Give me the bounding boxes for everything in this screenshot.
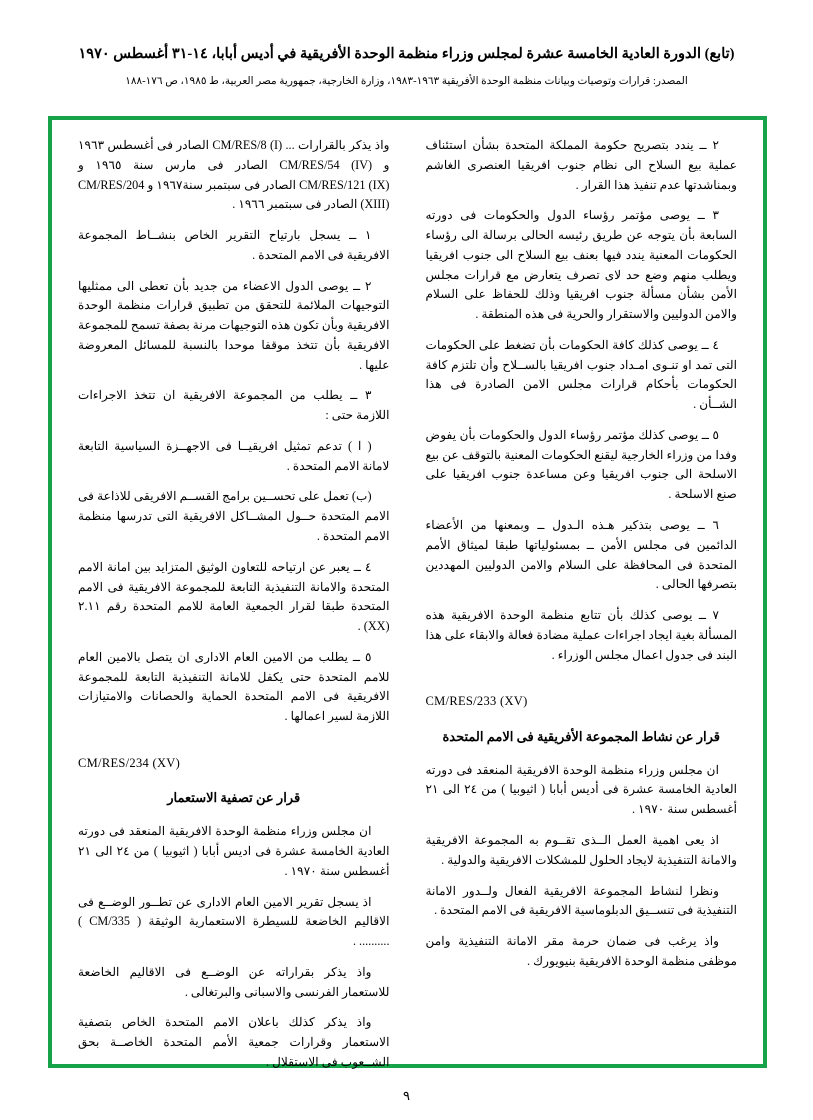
paragraph: ٣ ــ يطلب من المجموعة الافريقية ان تتخذ الاجراءات اللازمة حتى :: [78, 388, 390, 423]
section-heading: قرار عن تصفية الاستعمار: [167, 790, 301, 806]
resolution-code: CM/RES/233 (XV): [425, 694, 528, 709]
paragraph: ٥ ــ يطلب من الامين العام الادارى ان يتصل بالامين العام للامم المتحدة حتى يكفل للامانة التنفيذية التابعة للمجموعة الافريقية فى الامم المتحدة الحماية والحصانات والامتيازات اللازمة لسير اعمالها .: [78, 649, 390, 724]
page-number: ٩: [403, 1088, 410, 1103]
paragraph: واذ يذكر بقراراته عن الوضــع فى الاقاليم الخاضعة للاستعمار الفرنسى والاسبانى والبرتغالى .: [78, 964, 390, 999]
content-frame: [48, 116, 767, 1068]
column-left: [74, 134, 408, 1069]
paragraph: ٤ ــ يعبر عن ارتياحه للتعاون الوثيق المتزايد بين امانة الامم المتحدة والامانة التنفيذية التابعة للمجموعة الافريقية فى الامم المتحدة طبقا لقرار الجمعية العامة للامم المتحدة رقم ٢.١١ (XX) .: [78, 559, 390, 634]
paragraph: واذ يرغب فى ضمان حرمة مقر الامانة التنفيذية وامن موظفى منظمة الوحدة الافريقية بنيويورك .: [425, 934, 737, 968]
page-header: [0, 0, 813, 89]
two-column-layout: [52, 120, 763, 1069]
paragraph: ١ ــ يسجل بارتياح التقرير الخاص بنشــاط المجموعة الافريقية فى الامم المتحدة .: [78, 228, 390, 262]
paragraph: ٢ ــ يندد بتصريح حكومة المملكة المتحدة بشأن استئناف عملية بيع السلاح الى نظام جنوب افريقيا العنصرى الغاشم وبمناشدتها عدم تنفيذ هذا القرار .: [425, 138, 737, 192]
page-title: (تابع) الدورة العادية الخامسة عشرة لمجلس وزراء منظمة الوحدة الأفريقية في أديس أبابا، ١٤-٣١ أغسطس ١٩٧٠: [78, 46, 735, 62]
paragraph: ٢ ــ يوصى الدول الاعضاء من جديد بأن تعطى الى ممثليها التوجيهات الملائمة للتحقق من تطبيق قرارات منظمة الوحدة الافريقية وبأن تكون هذه التوجيهات مرنة بصفة تسمح للمجموعة الافريقية بأن تتخذ موقفا موحدا بالنسبة للمسائل المعروضة عليها .: [78, 278, 390, 372]
paragraph: ٦ ــ يوصى بتذكير هـذه الـدول ــ وبمعنها من الأعضاء الدائمين فى مجلس الأمن ــ بمسئولياتها طبقا لميثاق الأمم المتحدة فى المحافظة على السلام والامن الدوليين المهددين بتصرفها الحالى .: [425, 518, 737, 592]
paragraph: اذ يسجل تقرير الامين العام الادارى عن تطــور الوضــع فى الاقاليم الخاضعة للسيطرة الاستعمارية الوثيقة ( CM/335 ) .......... .: [78, 894, 390, 949]
resolution-code: CM/RES/234 (XV): [78, 755, 181, 770]
paragraph: ٧ ــ يوصى كذلك بأن تتابع منظمة الوحدة الافريقية هذه المسألة بغية ايجاد اجراءات عملية مضادة فعالة والابقاء على هذا البند فى جدول اعمال مجلس الوزراء .: [425, 608, 737, 662]
paragraph: واذ يذكر كذلك باعلان الامم المتحدة الخاص بتصفية الاستعمار وقرارات جمعية الأمم المتحدة الخاصــة بحق الشــعوب فى الاستقلال .: [78, 1015, 390, 1069]
section-heading: قرار عن نشاط المجموعة الأفريقية فى الامم المتحدة: [442, 728, 721, 744]
column-right: [408, 134, 742, 1054]
paragraph: ٥ ــ يوصى كذلك مؤتمر رؤساء الدول والحكومات بأن يفوض وفدا من وزراء الخارجية ليقنع الحكومات المعنية بالتوقف عن بيع الاسلحة الى جنوب افريقيا وعن مساعدة جنوب افريقيا على صنع الاسلحة .: [425, 427, 737, 502]
paragraph: ( ا ) تدعم تمثيل افريقيــا فى الاجهــزة السياسية التابعة لامانة الامم المتحدة .: [78, 438, 390, 473]
source-line: المصدر: قرارات وتوصيات وبيانات منظمة الوحدة الأفريقية ١٩٦٣-١٩٨٣، وزارة الخارجية، جمهورية مصر العربية، ط ١٩٨٥، ص ١٧٦-١٨٨: [125, 75, 688, 87]
paragraph: (ب) تعمل على تحســين برامج القســم الافريقى للاذاعة فى الامم المتحدة حــول المشــاكل الافريقية التى تدرسها منظمة الامم المتحدة .: [78, 489, 390, 544]
paragraph: ان مجلس وزراء منظمة الوحدة الافريقية المنعقد فى دورته العادية الخامسة عشرة فى اديس أبابا ( اثيوبيا ) من ٢٤ الى ٢١ أغسطس سنة ١٩٧٠ .: [78, 824, 390, 878]
paragraph: واذ يذكر بالقرارات ... CM/RES/8 (I) الصادر فى أغسطس ١٩٦٣ و CM/RES/54 (IV) الصادر فى مارس سنة ١٩٦٥ و CM/RES/121 (IX) الصادر فى سبتمبر سنة١٩٦٧ و CM/RES/204 (XIII) الصادر فى سبتمبر ١٩٦٦ .: [78, 138, 390, 212]
paragraph: ونظرا لنشاط المجموعة الافريقية الفعال ولــدور الامانة التنفيذية فى تنســيق الدبلوماسية الافريقية فى الامم المتحدة .: [425, 883, 737, 918]
paragraph: ان مجلس وزراء منظمة الوحدة الافريقية المنعقد فى دورته العادية الخامسة عشرة فى أديس أبابا ( اثيوبيا ) من ٢٤ الى ٢١ أغسطس سنة ١٩٧٠ .: [425, 762, 737, 817]
paragraph: ٤ ــ يوصى كذلك كافة الحكومات بأن تضغط على الحكومات التى تمد او تنـوى امـداد جنوب افريقيا بالســلاح وأن تلتزم كافة الحكومات بأحكام قرارات مجلس الامن الصادرة فى هذا الشــأن .: [425, 337, 737, 412]
paragraph: ٣ ــ يوصى مؤتمر رؤساء الدول والحكومات فى دورته السابعة بأن يتوجه عن طريق رئيسه الحالى برسالة الى رؤساء الحكومات المعنية يندد فيها بعنف بيع السلاح الى جنوب افريقيا ويطلب منهم وضع حد لاى تصرف يتعارض مع قرارات مجلس الأمن بشأن مسألة جنوب افريقيا وذلك للحفاظ على السلام والامن الدوليين والاستقرار والحرية فى هذه المنطقة .: [425, 208, 737, 322]
paragraph: اذ يعى اهمية العمل الــذى تقــوم به المجموعة الافريقية والامانة التنفيذية لايجاد الحلول للمشكلات الافريقية والدولية .: [425, 832, 737, 867]
